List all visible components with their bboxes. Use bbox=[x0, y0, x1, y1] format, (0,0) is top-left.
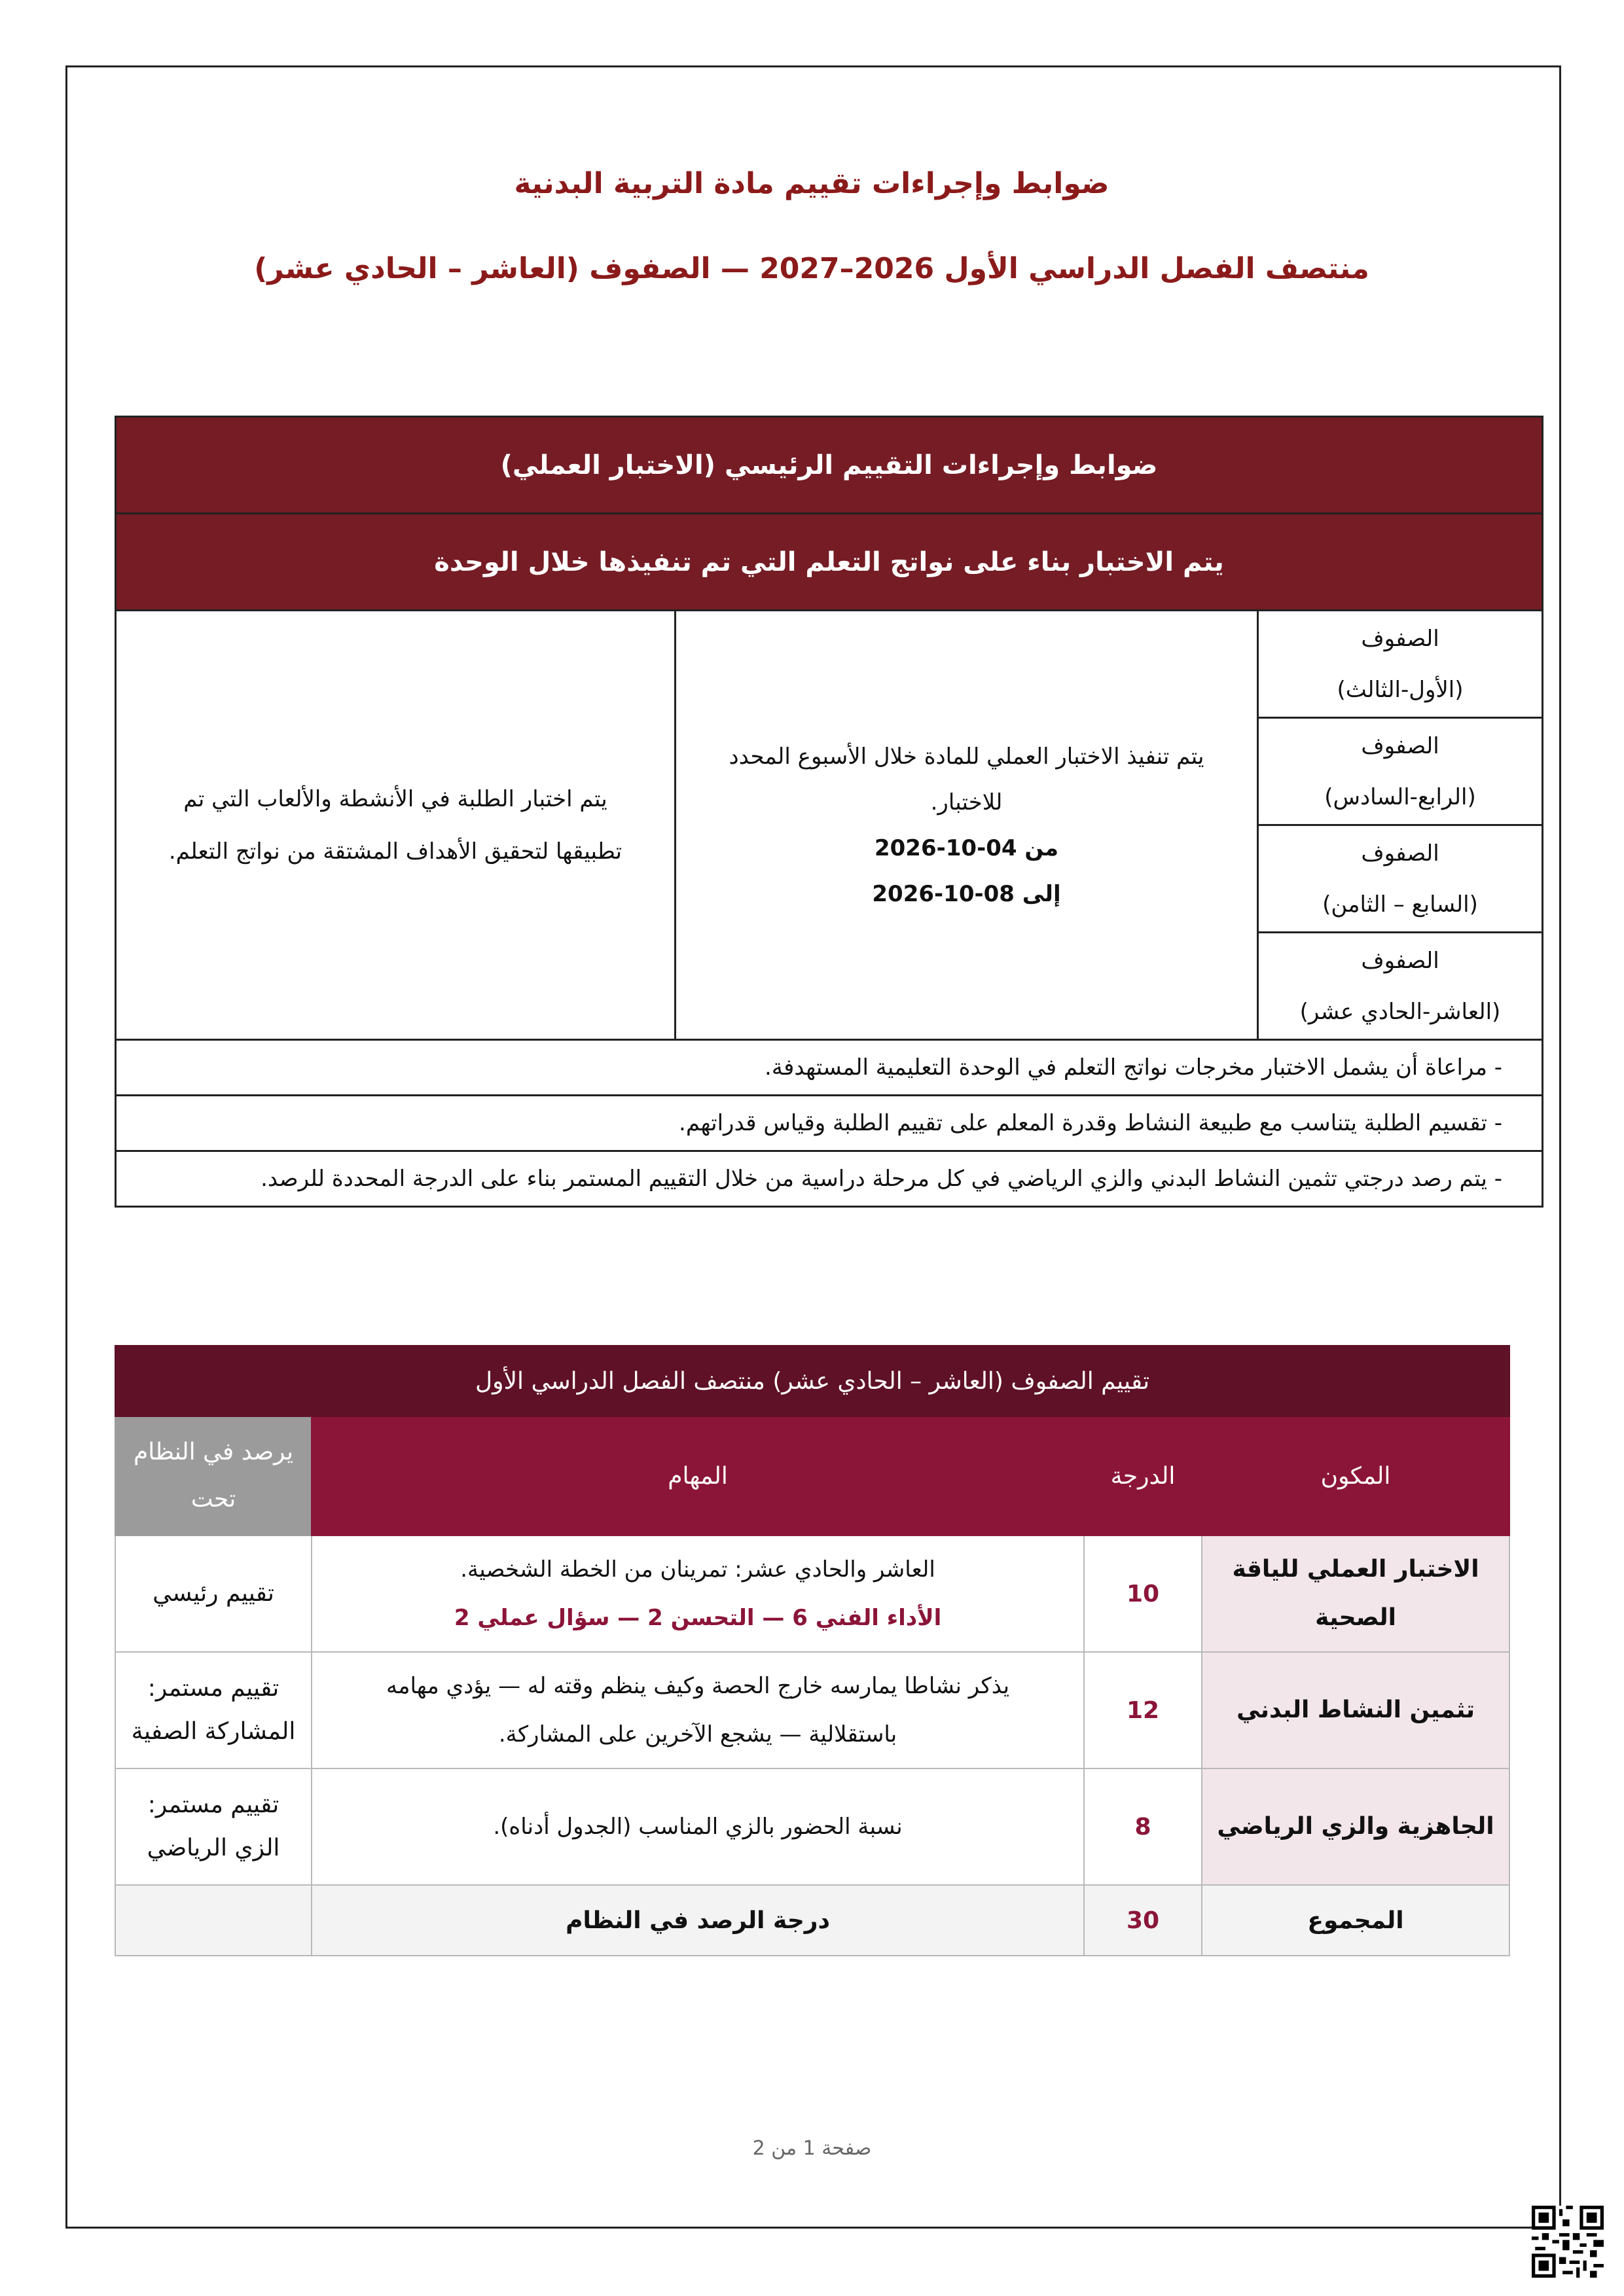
total-label: المجموع bbox=[1202, 1885, 1509, 1956]
page-subtitle: منتصف الفصل الدراسي الأول 2026–2027 — الصفوف (العاشر – الحادي عشر) bbox=[254, 252, 1369, 285]
score-cell: 10 bbox=[1084, 1535, 1202, 1652]
assessment-table-caption: تقييم الصفوف (العاشر – الحادي عشر) منتصف الفصل الدراسي الأول bbox=[115, 1346, 1509, 1416]
grade-cell: الصفوف (السابع – الثامن) bbox=[1258, 825, 1543, 933]
score-cell: 12 bbox=[1084, 1652, 1202, 1768]
total-recorded bbox=[115, 1885, 312, 1956]
page-title: ضوابط وإجراءات تقييم مادة التربية البدنية bbox=[514, 167, 1110, 200]
test-schedule-cell: يتم تنفيذ الاختبار العملي للمادة خلال الأسبوع المحدد للاختبار. من 04-10-2026 إلى 08-10-2026 bbox=[676, 611, 1258, 1040]
header-recorded-under: يرصد في النظام تحت bbox=[115, 1416, 312, 1535]
table-row bbox=[115, 1535, 1509, 1652]
recorded-cell: تقييم مستمر: المشاركة الصفية bbox=[115, 1652, 312, 1768]
grade-cell: الصفوف (الرابع-السادس) bbox=[1258, 718, 1543, 825]
grade-assessment-table bbox=[115, 1345, 1510, 1956]
table-row bbox=[115, 1768, 1509, 1885]
tasks-cell: يذكر نشاطا يمارسه خارج الحصة وكيف ينظم وقته له — يؤدي مهامه باستقلالية — يشجع الآخرين على المشاركة. bbox=[312, 1652, 1084, 1768]
header-score: الدرجة bbox=[1084, 1416, 1202, 1535]
score-cell: 8 bbox=[1084, 1768, 1202, 1885]
note-item: - تقسيم الطلبة يتناسب مع طبيعة النشاط وقدرة المعلم على تقييم الطلبة وقياس قدراتهم. bbox=[116, 1096, 1543, 1151]
table-row bbox=[115, 1652, 1509, 1768]
total-row bbox=[115, 1885, 1509, 1956]
header-component: المكون bbox=[1202, 1416, 1509, 1535]
qr-code-icon bbox=[1532, 2206, 1604, 2278]
grade-cell: الصفوف (الأول-الثالث) bbox=[1258, 611, 1543, 718]
main-assessment-table bbox=[115, 416, 1543, 1208]
grade-cell: الصفوف (العاشر-الحادي عشر) bbox=[1258, 933, 1543, 1040]
tasks-cell: نسبة الحضور بالزي المناسب (الجدول أدناه). bbox=[312, 1768, 1084, 1885]
date-from: من 04-10-2026 bbox=[874, 834, 1059, 861]
total-task: درجة الرصد في النظام bbox=[312, 1885, 1084, 1956]
note-item: - يتم رصد درجتي تثمين النشاط البدني والزي الرياضي في كل مرحلة دراسية من خلال التقييم المستمر بناء على الدرجة المحددة للرصد. bbox=[116, 1151, 1543, 1207]
component-cell: الجاهزية والزي الرياضي bbox=[1202, 1768, 1509, 1885]
total-score: 30 bbox=[1084, 1885, 1202, 1956]
component-cell: الاختبار العملي للياقة الصحية bbox=[1202, 1535, 1509, 1652]
main-table-header: ضوابط وإجراءات التقييم الرئيسي (الاختبار العملي) bbox=[116, 417, 1543, 514]
recorded-cell: تقييم مستمر: الزي الرياضي bbox=[115, 1768, 312, 1885]
test-description-cell: يتم اختبار الطلبة في الأنشطة والألعاب التي تم تطبيقها لتحقيق الأهداف المشتقة من نواتج التعلم. bbox=[116, 611, 676, 1040]
recorded-cell: تقييم رئيسي bbox=[115, 1535, 312, 1652]
page-footer: صفحة 1 من 2 bbox=[752, 2137, 872, 2160]
main-table-subheader: يتم الاختبار بناء على نواتج التعلم التي تم تنفيذها خلال الوحدة bbox=[116, 514, 1543, 611]
component-cell: تثمين النشاط البدني bbox=[1202, 1652, 1509, 1768]
tasks-cell: العاشر والحادي عشر: تمرينان من الخطة الشخصية. الأداء الفني 6 — التحسن 2 — سؤال عملي 2 bbox=[312, 1535, 1084, 1652]
header-tasks: المهام bbox=[312, 1416, 1084, 1535]
note-item: - مراعاة أن يشمل الاختبار مخرجات نواتج التعلم في الوحدة التعليمية المستهدفة. bbox=[116, 1040, 1543, 1096]
date-to: إلى 08-10-2026 bbox=[872, 880, 1061, 907]
